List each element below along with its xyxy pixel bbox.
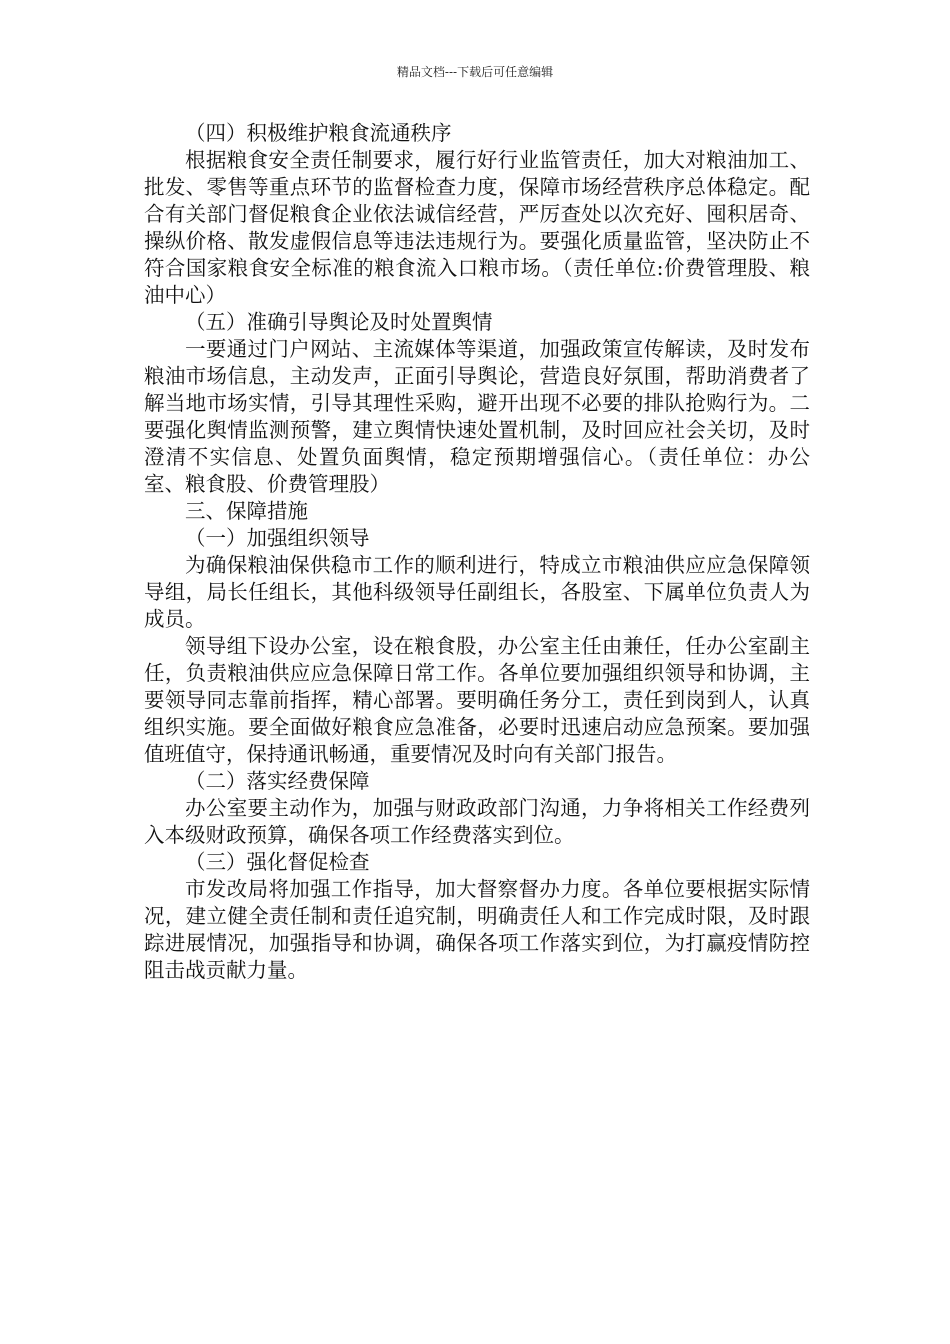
paragraph: 领导组下设办公室，设在粮食股，办公室主任由兼任，任办公室副主任，负责粮油供应应急保障日常工作。各单位要加强组织领导和协调，主要领导同志靠前指挥，精心部署。要明确任务分工，责任到岗到人，认真组织实施。要全面做好粮食应急准备，必要时迅速启动应急预案。要加强值班值守，保持通讯畅通，重要情况及时向有关部门报告。 xyxy=(144,634,810,766)
paragraph: 根据粮食安全责任制要求，履行好行业监管责任，加大对粮油加工、批发、零售等重点环节的监督检查力度，保障市场经营秩序总体稳定。配合有关部门督促粮食企业依法诚信经营，严厉查处以次充好、囤积居奇、操纵价格、散发虚假信息等违法违规行为。要强化质量监管，坚决防止不符合国家粮食安全标准的粮食流入口粮市场。（责任单位:价费管理股、粮油中心） xyxy=(144,148,810,307)
document-body xyxy=(144,120,810,984)
subsection-heading-1: （一）加强组织领导 xyxy=(185,526,370,550)
section-heading-5: （五）准确引导舆论及时处置舆情 xyxy=(185,310,493,334)
paragraph: 为确保粮油保供稳市工作的顺利进行，特成立市粮油供应应急保障领导组，局长任组长，其他科级领导任副组长，各股室、下属单位负责人为成员。 xyxy=(144,553,810,631)
paragraph: 一要通过门户网站、主流媒体等渠道，加强政策宣传解读，及时发布粮油市场信息，主动发声，正面引导舆论，营造良好氛围，帮助消费者了解当地市场实情，引导其理性采购，避开出现不必要的排队抢购行为。二要强化舆情监测预警，建立舆情快速处置机制，及时回应社会关切，及时澄清不实信息、处置负面舆情，稳定预期增强信心。（责任单位：办公室、粮食股、价费管理股） xyxy=(144,337,810,496)
paragraph: 办公室要主动作为，加强与财政政部门沟通，力争将相关工作经费列入本级财政预算，确保各项工作经费落实到位。 xyxy=(144,796,810,847)
section-heading-4: （四）积极维护粮食流通秩序 xyxy=(185,121,452,145)
paragraph: 市发改局将加强工作指导，加大督察督办力度。各单位要根据实际情况，建立健全责任制和责任追究制，明确责任人和工作完成时限，及时跟踪进展情况，加强指导和协调，确保各项工作落实到位，为打赢疫情防控阻击战贡献力量。 xyxy=(144,877,810,982)
subsection-heading-3: （三）强化督促检查 xyxy=(185,850,370,874)
subsection-heading-2: （二）落实经费保障 xyxy=(185,769,370,793)
chapter-heading-3: 三、保障措施 xyxy=(185,499,308,523)
page-header: 精品文档---下载后可任意编辑 xyxy=(396,65,554,79)
